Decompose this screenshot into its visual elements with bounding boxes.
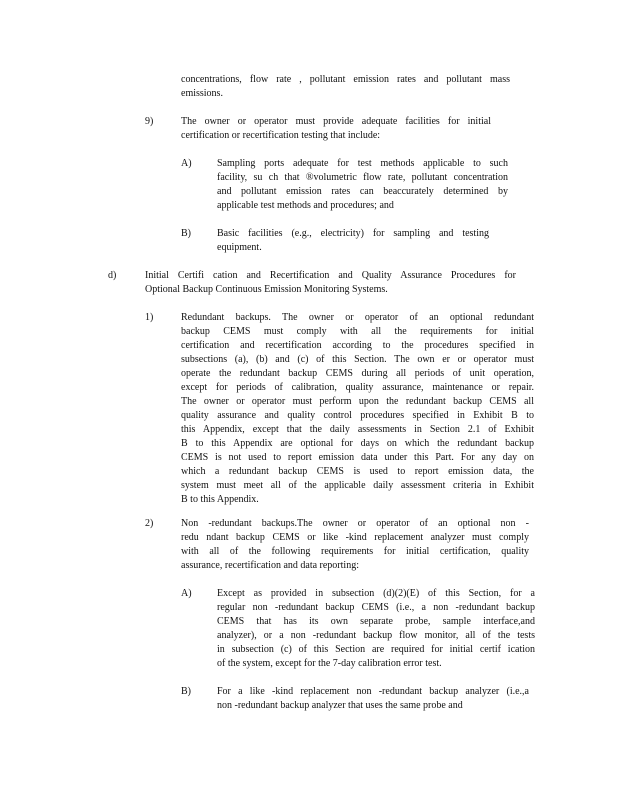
item-d2b-paragraph <box>217 685 529 713</box>
text-line: Except as provided in subsection (d)(2)(E) of this Section, for a <box>217 588 535 599</box>
text-line: quality assurance and quality control procedures specified in Exhibit B to <box>181 410 534 421</box>
text-line: CEMS that has its own separate probe, sample interface,and <box>217 616 535 627</box>
continuation-paragraph <box>181 73 510 101</box>
text-line: in subsection (c) of this Section are required for initial certif ication <box>217 644 535 655</box>
text-line: and pollutant emission rates can beaccurately determined by <box>217 186 508 197</box>
item-9b-paragraph <box>217 227 489 255</box>
text-line: CEMS is not used to report emission data under this Part. For any day on <box>181 452 534 463</box>
text-line: Basic facilities (e.g., electricity) for sampling and testing <box>217 228 489 239</box>
item-d2-paragraph <box>181 517 529 573</box>
text-line: The owner or operator must perform upon the redundant backup CEMS all <box>181 396 534 407</box>
item-d2a-label: A) <box>181 588 192 599</box>
item-9a-paragraph <box>217 157 508 213</box>
text-line: equipment. <box>217 242 262 253</box>
item-d2a-paragraph <box>217 587 535 671</box>
text-line: backup CEMS must comply with all the requirements for initial <box>181 326 534 337</box>
item-9b-label: B) <box>181 228 191 239</box>
text-line: emissions. <box>181 88 223 99</box>
text-line: certification and recertification according to the procedures specified in <box>181 340 534 351</box>
section-d-heading <box>145 269 516 297</box>
text-line: The owner or operator must provide adequate facilities for initial <box>181 116 491 127</box>
text-line: redu ndant backup CEMS or like -kind replacement analyzer must comply <box>181 532 529 543</box>
text-line: applicable test methods and procedures; and <box>217 200 394 211</box>
text-line: this Appendix, except that the daily assessments in Section 2.1 of Exhibit <box>181 424 534 435</box>
text-line: Redundant backups. The owner or operator of an optional redundant <box>181 312 534 323</box>
text-line: For a like -kind replacement non -redundant backup analyzer (i.e.,a <box>217 686 529 697</box>
text-line: concentrations, flow rate , pollutant emission rates and pollutant mass <box>181 74 510 85</box>
text-line: system must meet all of the applicable daily assessment criteria in Exhibit <box>181 480 534 491</box>
text-line: with all of the following requirements for initial certification, quality <box>181 546 529 557</box>
text-line: of the system, except for the 7-day calibration error test. <box>217 658 442 669</box>
text-line: certification or recertification testing that include: <box>181 130 381 141</box>
text-line: B to this Appendix are optional for days on which the redundant backup <box>181 438 534 449</box>
item-d1-label: 1) <box>145 312 154 323</box>
section-d-label: d) <box>108 270 117 281</box>
text-line: Sampling ports adequate for test methods applicable to such <box>217 158 508 169</box>
text-line: analyzer), or a non -redundant backup flow monitor, all of the tests <box>217 630 535 641</box>
text-line: assurance, recertification and data reporting: <box>181 560 359 571</box>
text-line: except for periods of calibration, quality assurance, maintenance or repair. <box>181 382 534 393</box>
text-line: regular non -redundant backup CEMS (i.e., a non -redundant backup <box>217 602 535 613</box>
text-line: non -redundant backup analyzer that uses the same probe and <box>217 700 463 711</box>
text-line: which a redundant backup CEMS is used to report emission data, the <box>181 466 534 477</box>
item-9-paragraph <box>181 115 491 143</box>
text-line: facility, su ch that ®volumetric flow rate, pollutant concentration <box>217 172 508 183</box>
item-9a-label: A) <box>181 158 192 169</box>
text-line: B to this Appendix. <box>181 494 259 505</box>
text-line: subsections (a), (b) and (c) of this Section. The own er or operator must <box>181 354 534 365</box>
text-line: operate the redundant backup CEMS during all periods of unit operation, <box>181 368 534 379</box>
item-9-label: 9) <box>145 116 154 127</box>
item-d2-label: 2) <box>145 518 154 529</box>
text-line: Optional Backup Continuous Emission Monitoring Systems. <box>145 284 388 295</box>
item-d1-paragraph <box>181 311 534 507</box>
item-d2b-label: B) <box>181 686 191 697</box>
text-line: Initial Certifi cation and Recertification and Quality Assurance Procedures for <box>145 270 516 281</box>
text-line: Non -redundant backups.The owner or operator of an optional non - <box>181 518 529 529</box>
